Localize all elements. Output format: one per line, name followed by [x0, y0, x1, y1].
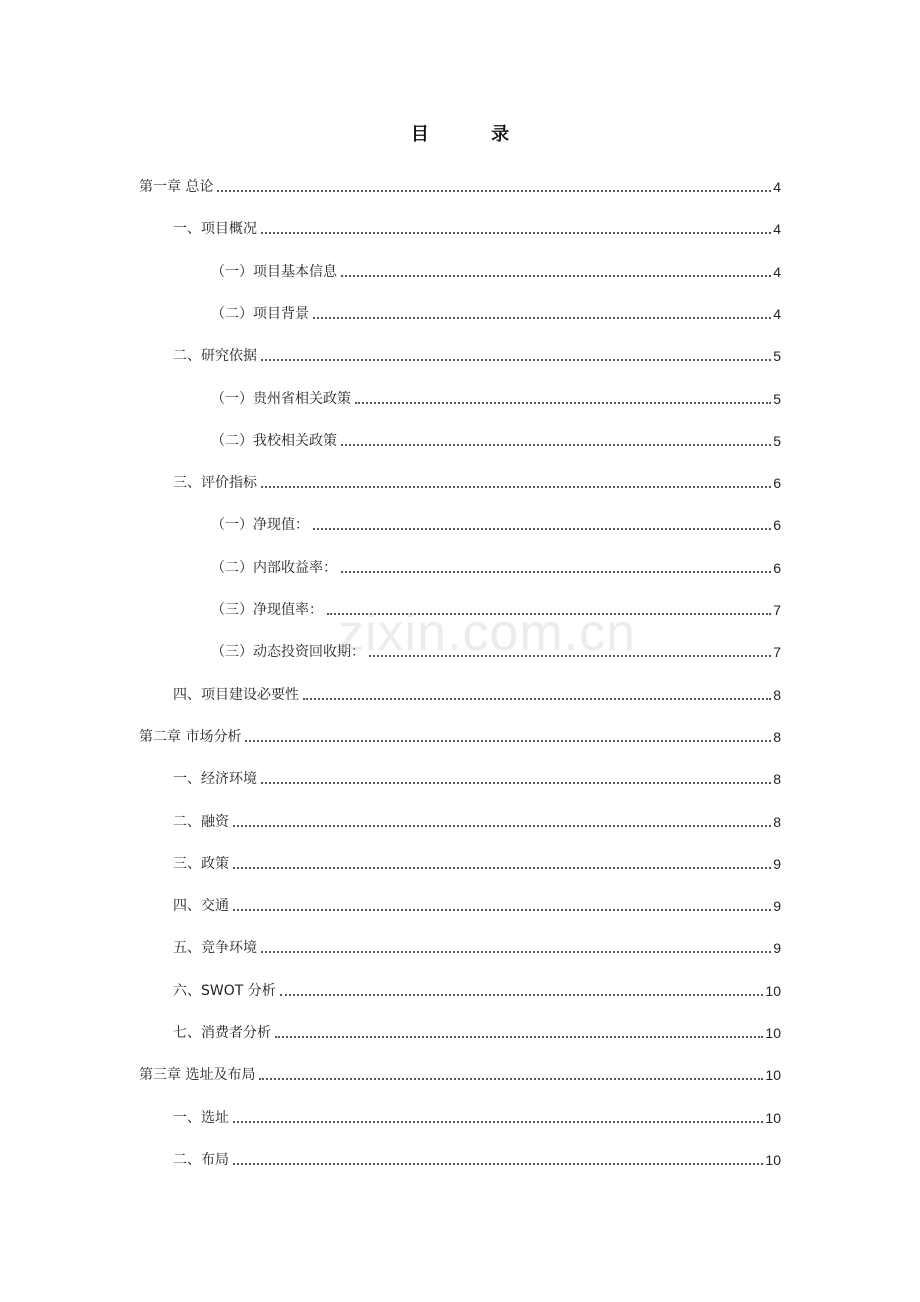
toc-entry-page: 6 [773, 559, 781, 576]
dot-leader [341, 444, 771, 446]
toc-entry[interactable] [173, 1128, 781, 1170]
dot-leader [261, 486, 771, 488]
toc-entry[interactable] [211, 493, 781, 535]
toc-entry-page: 8 [773, 686, 781, 703]
toc-entry-page: 7 [773, 602, 781, 618]
toc-entry-label: 一、项目概况 [173, 221, 257, 238]
toc-entry-label: 三、评价指标 [173, 475, 257, 492]
toc-entry[interactable] [173, 324, 781, 366]
toc-entry-page: 8 [773, 813, 781, 830]
dot-leader [261, 951, 771, 953]
toc-entry[interactable] [173, 747, 781, 789]
toc-entry-label: （二）内部收益率： [211, 559, 337, 576]
toc-entry-page: 9 [773, 898, 781, 915]
dot-leader [280, 994, 764, 996]
toc-entry-label: 四、项目建设必要性 [173, 686, 299, 703]
toc-entry[interactable] [211, 282, 781, 324]
dot-leader [261, 782, 771, 784]
toc-entry-page: 9 [773, 855, 781, 872]
dot-leader [327, 613, 771, 615]
toc-entry-page: 4 [773, 263, 781, 280]
toc-entry-label: 五、竞争环境 [173, 940, 257, 957]
toc-entry-label: （一）贵州省相关政策 [211, 390, 351, 407]
toc-entry-label: 三、政策 [173, 855, 229, 872]
toc-entry[interactable] [139, 705, 781, 747]
dot-leader [341, 571, 771, 573]
toc-entry-label: 六、SWOT 分析 [173, 982, 276, 999]
toc-entry-label: 第二章 市场分析 [139, 728, 242, 745]
toc-entry-label: （一）项目基本信息 [211, 263, 337, 280]
toc-entry[interactable] [211, 240, 781, 282]
toc-entry-label: （三）动态投资回收期： [211, 644, 365, 661]
dot-leader [275, 1036, 763, 1038]
toc-entry-page: 10 [765, 1067, 781, 1084]
toc-entry[interactable] [211, 536, 781, 578]
toc-entry-page: 10 [765, 982, 781, 999]
watermark-text: zixin.com.cn [338, 604, 637, 662]
toc-entry-label: 二、布局 [173, 1151, 229, 1168]
dot-leader [313, 317, 771, 319]
dot-leader [261, 232, 771, 234]
toc-entry-label: 二、研究依据 [173, 348, 257, 365]
dot-leader [259, 1078, 763, 1080]
toc-entry-page: 8 [773, 771, 781, 788]
toc-entry-label: 一、经济环境 [173, 771, 257, 788]
dot-leader [233, 1163, 763, 1165]
toc-entry[interactable] [211, 367, 781, 409]
dot-leader [233, 825, 771, 827]
toc-entry[interactable] [173, 832, 781, 874]
toc-entry[interactable] [173, 790, 781, 832]
toc-entry-label: 第三章 选址及布局 [139, 1067, 256, 1084]
toc-entry-page: 6 [773, 475, 781, 492]
dot-leader [261, 359, 771, 361]
toc-entry-label: 四、交通 [173, 898, 229, 915]
toc-entry[interactable] [139, 1043, 781, 1085]
toc-entry[interactable] [173, 959, 781, 1001]
toc-entry-page: 10 [765, 1151, 781, 1168]
dot-leader [233, 909, 771, 911]
toc-entry-page: 10 [765, 1025, 781, 1041]
dot-leader [233, 1121, 763, 1123]
toc-entry[interactable] [173, 916, 781, 958]
toc-entry-label: 二、融资 [173, 813, 229, 830]
dot-leader [245, 740, 771, 742]
dot-leader [217, 190, 771, 192]
dot-leader [303, 698, 771, 700]
toc-entry-page: 10 [765, 1109, 781, 1126]
toc-entry-page: 4 [773, 221, 781, 238]
toc-entry-label: 第一章 总论 [139, 179, 214, 195]
toc-entry-page: 4 [773, 305, 781, 322]
toc-entry[interactable] [211, 620, 781, 662]
toc-entry[interactable] [173, 1001, 781, 1043]
toc-entry-page: 4 [773, 179, 781, 195]
dot-leader [369, 655, 771, 657]
toc-entry-page: 9 [773, 940, 781, 957]
toc-entry[interactable] [173, 663, 781, 705]
toc-entry[interactable] [173, 451, 781, 493]
toc-entry-label: （三）净现值率： [211, 602, 323, 618]
toc-entry[interactable] [173, 1086, 781, 1128]
toc-entry-label: 一、选址 [173, 1109, 229, 1126]
toc-entry-page: 5 [773, 390, 781, 407]
toc-title: 目 录 [410, 124, 538, 145]
toc-entry-page: 5 [773, 432, 781, 449]
toc-entry-page: 7 [773, 644, 781, 661]
dot-leader [355, 402, 771, 404]
toc-entry[interactable] [211, 578, 781, 620]
toc-entry-page: 5 [773, 348, 781, 365]
toc-entry-label: （一）净现值： [211, 517, 309, 534]
toc-entry-page: 8 [773, 728, 781, 745]
toc-entry[interactable] [211, 409, 781, 451]
dot-leader [313, 528, 771, 530]
toc-entry[interactable] [139, 155, 781, 197]
toc-entry-label: （二）项目背景 [211, 305, 309, 322]
toc-entry[interactable] [173, 874, 781, 916]
toc-entry[interactable] [173, 197, 781, 239]
dot-leader [233, 867, 771, 869]
toc-entry-label: 七、消费者分析 [173, 1025, 271, 1041]
toc-entry-label: （二）我校相关政策 [211, 432, 337, 449]
toc-entry-page: 6 [773, 517, 781, 534]
dot-leader [341, 275, 771, 277]
